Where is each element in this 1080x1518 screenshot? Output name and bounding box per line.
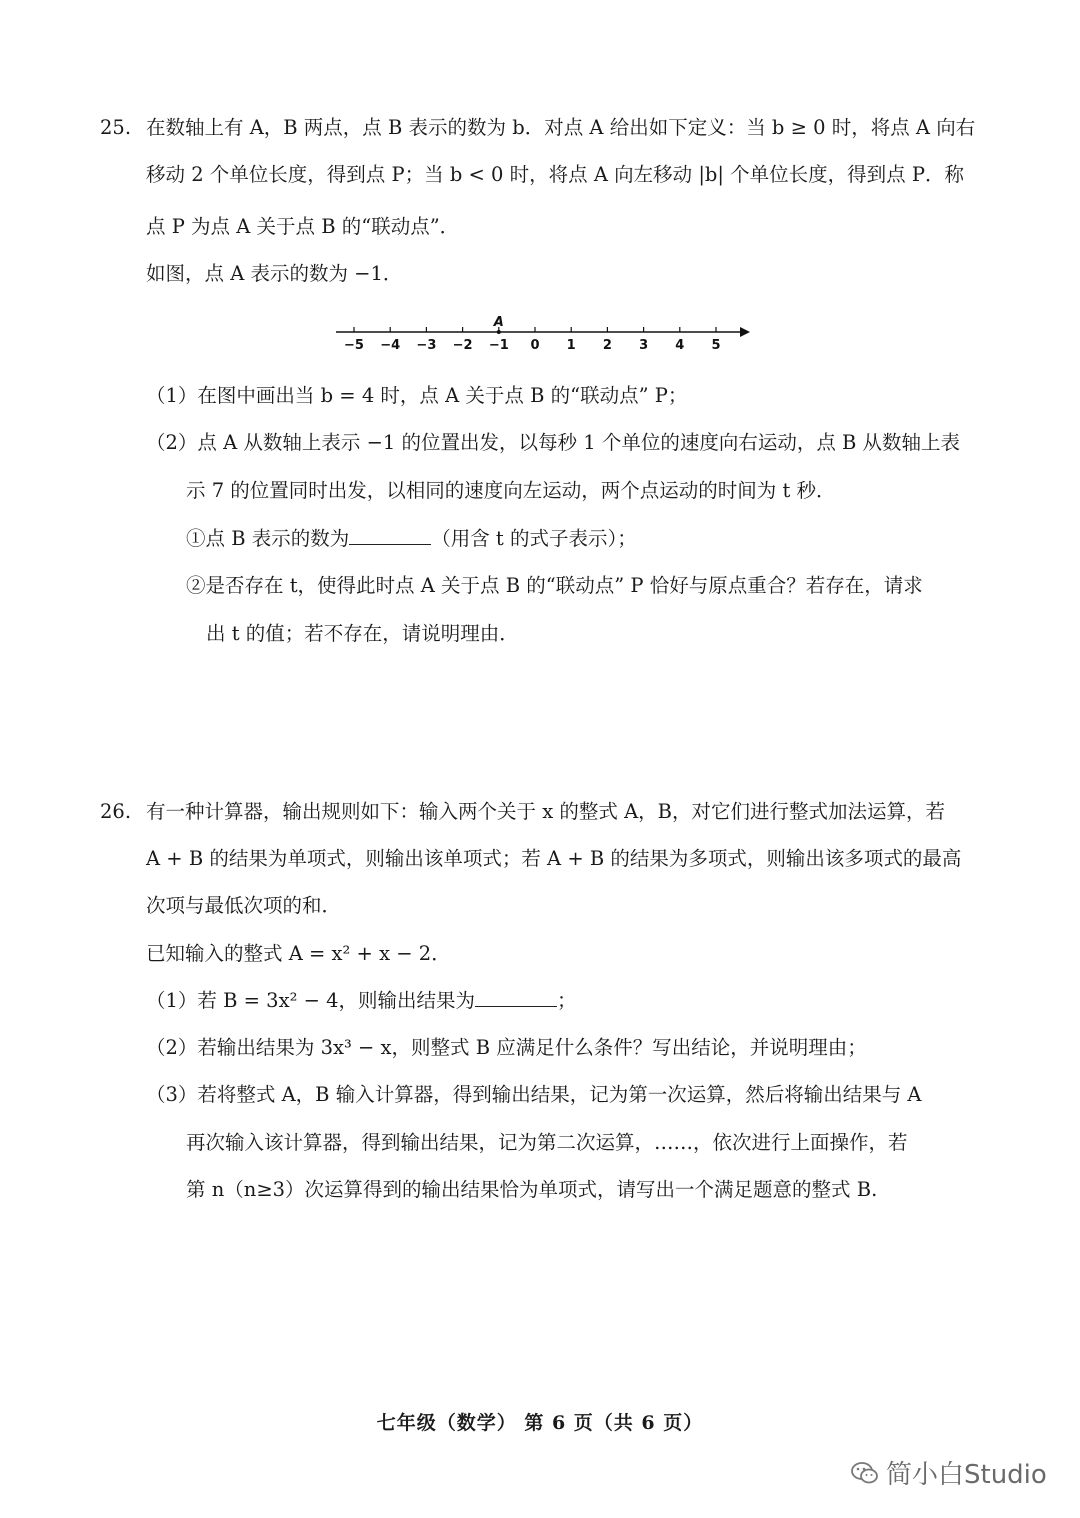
tick-label: −2 xyxy=(452,338,473,353)
q26-number: 26. xyxy=(100,800,132,823)
tick-label: 3 xyxy=(639,338,649,353)
q25-number: 25. xyxy=(100,116,132,139)
q26-part1-tail: ； xyxy=(557,989,577,1012)
number-line xyxy=(330,310,750,360)
tick-label: 4 xyxy=(675,338,685,353)
tick-label: 2 xyxy=(602,338,612,353)
tick-label: 5 xyxy=(711,338,721,353)
q25-line-3: 点 P 为点 A 关于点 B 的“联动点”． xyxy=(146,215,460,238)
tick-label: −3 xyxy=(416,338,437,353)
q26-part3-line-1: （3）若将整式 A，B 输入计算器，得到输出结果，记为第一次运算，然后将输出结果与 A xyxy=(146,1083,922,1106)
q26-part3-line-3: 第 n（n≥3）次运算得到的输出结果恰为单项式，请写出一个满足题意的整式 B. xyxy=(186,1178,878,1201)
tick-label: −5 xyxy=(344,338,364,353)
point-a-label: A xyxy=(493,315,504,330)
q26-part1 xyxy=(146,987,577,1015)
q25-sub1-tail: （用含 t 的式子表示）； xyxy=(431,527,637,550)
q25-part2-line-2: 示 7 的位置同时出发，以相同的速度向左运动，两个点运动的时间为 t 秒． xyxy=(186,479,836,502)
point-a-dot xyxy=(497,330,501,334)
q25-sub2-line-1: ②是否存在 t，使得此时点 A 关于点 B 的“联动点” P 恰好与原点重合？若存在，请求 xyxy=(186,574,923,597)
q25-sub1-text: ①点 B 表示的数为 xyxy=(186,527,350,550)
q25-sub1-blank[interactable] xyxy=(349,526,431,545)
q26-line-3: 次项与最低次项的和． xyxy=(146,894,342,917)
tick-label: −1 xyxy=(488,338,509,353)
watermark xyxy=(850,1454,1047,1491)
q25-line-1: 在数轴上有 A，B 两点，点 B 表示的数为 b．对点 A 给出如下定义：当 b ≥ 0 时，将点 A 向右 xyxy=(146,116,976,139)
page-footer: 七年级（数学） 第 6 页（共 6 页） xyxy=(376,1412,704,1434)
q26-part2: （2）若输出结果为 3x³ − x，则整式 B 应满足什么条件？写出结论，并说明理由； xyxy=(146,1036,867,1059)
q26-line-2: A + B 的结果为单项式，则输出该单项式；若 A + B 的结果为多项式，则输出该多项式的最高 xyxy=(146,847,962,870)
q25-line-2: 移动 2 个单位长度，得到点 P；当 b < 0 时，将点 A 向左移动 |b| 个单位长度，得到点 P．称 xyxy=(146,163,964,186)
q25-part2-line-1: （2）点 A 从数轴上表示 −1 的位置出发，以每秒 1 个单位的速度向右运动，点 B 从数轴上表 xyxy=(146,431,961,454)
wechat-icon xyxy=(850,1460,880,1486)
q25-part1: （1）在图中画出当 b = 4 时，点 A 关于点 B 的“联动点” P； xyxy=(146,384,688,407)
q25-sub2-line-2: 出 t 的值；若不存在，请说明理由． xyxy=(206,622,519,645)
q26-line-4: 已知输入的整式 A = x² + x − 2． xyxy=(146,942,451,965)
q26-part3-line-2: 再次输入该计算器，得到输出结果，记为第二次运算，……，依次进行上面操作，若 xyxy=(186,1131,908,1154)
q26-line-1: 有一种计算器，输出规则如下：输入两个关于 x 的整式 A，B，对它们进行整式加法运算，若 xyxy=(146,800,946,823)
q25-line-4: 如图，点 A 表示的数为 −1． xyxy=(146,262,403,285)
tick-label: −4 xyxy=(380,338,401,353)
tick-label: 1 xyxy=(566,338,576,353)
watermark-text: 简小白Studio xyxy=(886,1460,1047,1490)
q26-part1-blank[interactable] xyxy=(475,988,557,1007)
tick-label: 0 xyxy=(530,338,540,353)
q25-sub1 xyxy=(186,525,637,553)
q26-part1-text: （1）若 B = 3x² − 4，则输出结果为 xyxy=(146,989,476,1012)
